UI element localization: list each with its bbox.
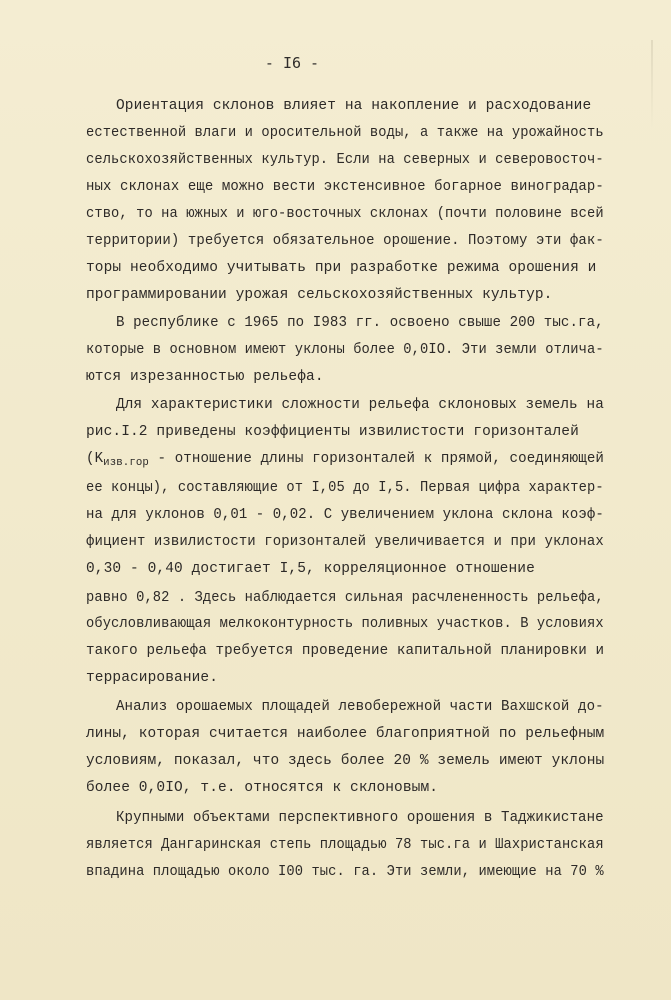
text-line: естественной влаги и оросительной воды, а также на урожайность <box>86 125 604 141</box>
text-line: торы необходимо учитывать при разработке режима орошения и <box>86 260 597 276</box>
formula-suffix: - отношение длины горизонталей к прямой, соединяющей <box>148 451 605 467</box>
text-line: В республике с 1965 по I983 гг. освоено свыше 200 тыс.га, <box>116 315 604 331</box>
text-line: Ориентация склонов влияет на накопление и расходование <box>116 98 592 114</box>
text-line: 0,30 - 0,40 достигает I,5, корреляционное отношение <box>86 561 535 577</box>
text-line: лины, которая считается наиболее благоприятной по рельефным <box>86 726 605 742</box>
text-line: обусловливающая мелкоконтурность поливных участков. В условиях <box>86 616 604 632</box>
text-line: рис.I.2 приведены коэффициенты извилистости горизонталей <box>86 424 579 440</box>
text-line: условиям, показал, что здесь более 20 % земель имеют уклоны <box>86 753 605 769</box>
text-line: более 0,0IO, т.е. относятся к склоновым. <box>86 780 439 796</box>
text-line: Анализ орошаемых площадей левобережной части Вахшской до- <box>116 699 604 715</box>
text-line: равно 0,82 . Здесь наблюдается сильная расчлененность рельефа, <box>86 590 604 606</box>
text-line: впадина площадью около I00 тыс. га. Эти земли, имеющие на 70 % <box>86 864 604 880</box>
text-line: территории) требуется обязательное орошение. Поэтому эти фак- <box>86 233 604 249</box>
text-line: Для характеристики сложности рельефа склоновых земель на <box>116 397 604 413</box>
formula-subscript: изв.гор <box>103 457 149 469</box>
paper-edge-shadow <box>651 40 653 130</box>
text-line: которые в основном имеют уклоны более 0,0IO. Эти земли отлича- <box>86 342 604 358</box>
text-line: является Дангаринская степь площадью 78 тыс.га и Шахристанская <box>86 837 604 853</box>
text-line: ство, то на южных и юго-восточных склонах (почти половине всей <box>86 206 604 222</box>
text-line: ных склонах еще можно вести экстенсивное богарное виноградар- <box>86 179 604 195</box>
text-line: сельскохозяйственных культур. Если на северных и северовосточ- <box>86 152 604 168</box>
text-line: фициент извилистости горизонталей увеличивается и при уклонах <box>86 534 604 550</box>
formula-line <box>86 451 604 471</box>
text-line: ются изрезанностью рельефа. <box>86 369 324 385</box>
text-line: программировании урожая сельскохозяйственных культур. <box>86 287 553 303</box>
text-line: Крупными объектами перспективного орошения в Таджикистане <box>116 810 604 826</box>
text-line: такого рельефа требуется проведение капитальной планировки и <box>86 643 605 659</box>
formula-prefix: (K <box>86 451 104 467</box>
text-line: террасирование. <box>86 670 219 686</box>
text-line: на для уклонов 0,01 - 0,02. С увеличением уклона склона коэф- <box>86 507 604 523</box>
page-number: - I6 - <box>264 54 320 72</box>
text-line: ее концы), составляющие от I,05 до I,5. Первая цифра характер- <box>86 480 604 496</box>
